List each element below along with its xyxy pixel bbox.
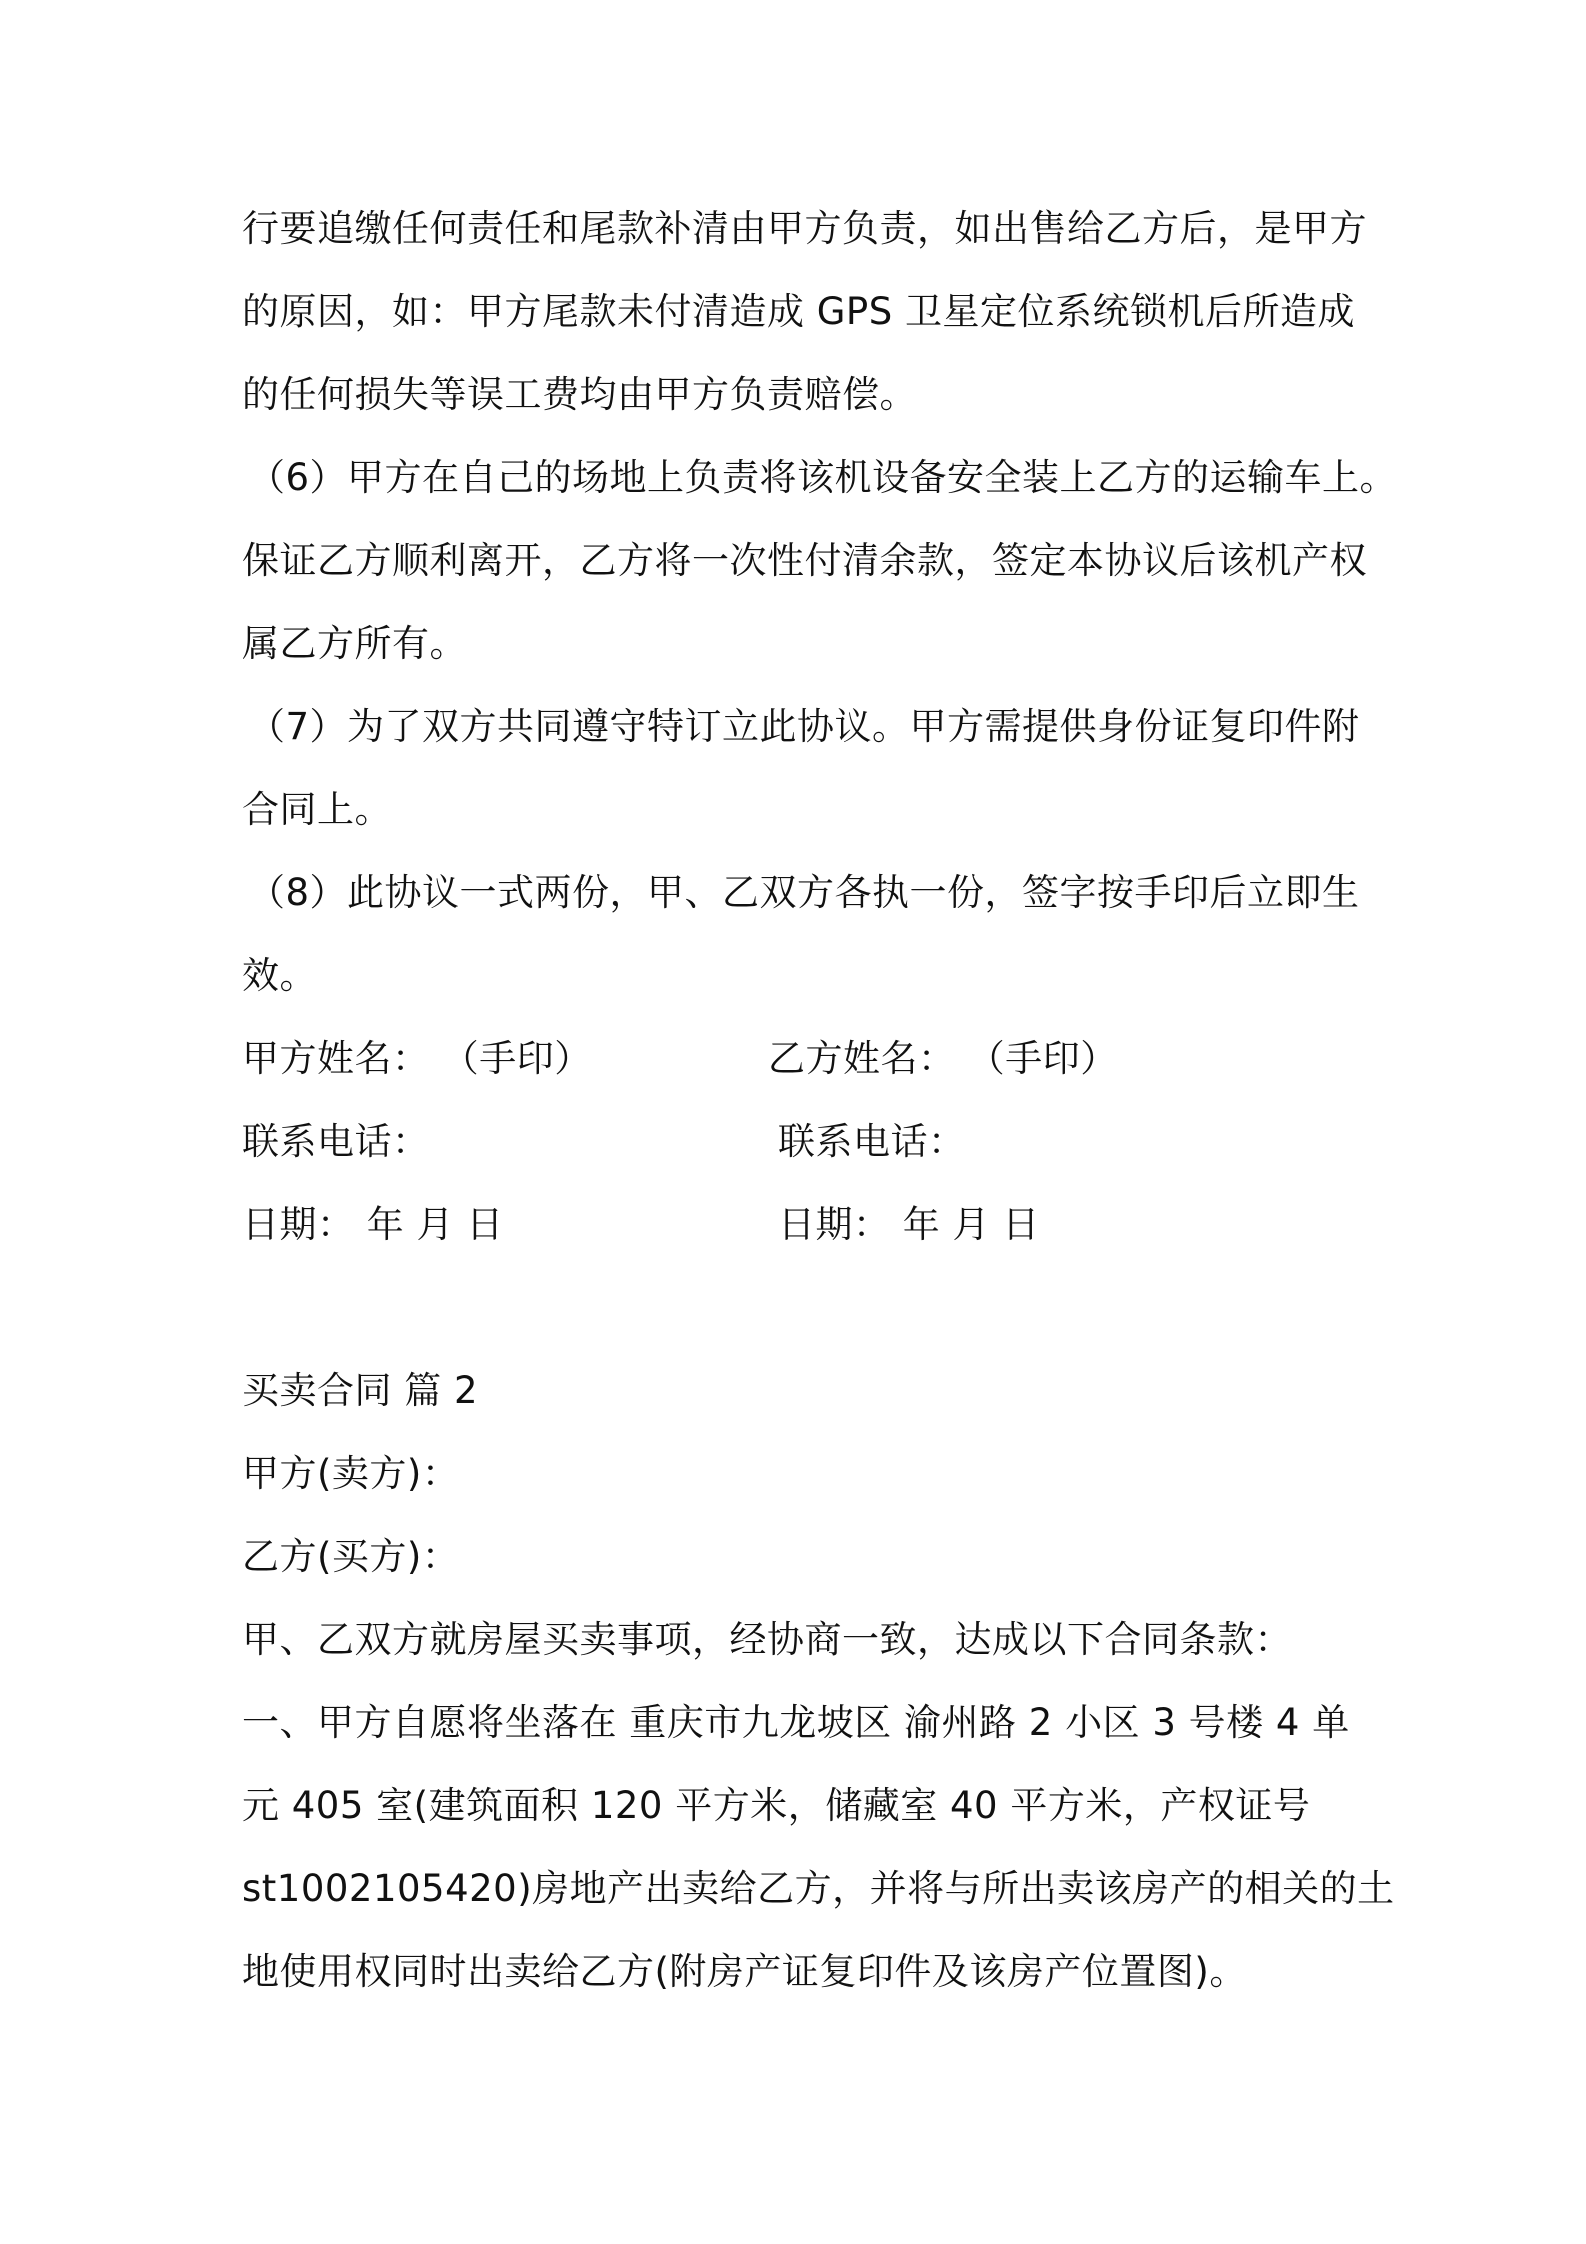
clause-1-line: 地使用权同时出卖给乙方(附房产证复印件及该房产位置图)。 (242, 1950, 1247, 1993)
party-b-date-field: 日期： 年 月 日 (778, 1203, 1040, 1246)
seller-field: 甲方(卖方)： (242, 1452, 460, 1495)
clause-1-line: st1002105420)房地产出卖给乙方，并将与所出卖该房产的相关的土 (242, 1867, 1395, 1910)
party-a-phone-field: 联系电话： (242, 1120, 430, 1163)
section-2-title: 买卖合同 篇 2 (242, 1369, 479, 1412)
paragraph-line: 效。 (242, 954, 317, 997)
paragraph-line: 的原因，如：甲方尾款未付清造成 GPS 卫星定位系统锁机后所造成 (242, 290, 1355, 333)
paragraph-line: 合同上。 (242, 788, 392, 831)
paragraph-line: 的任何损失等误工费均由甲方负责赔偿。 (242, 373, 917, 416)
contract-intro: 甲、乙双方就房屋买卖事项，经协商一致，达成以下合同条款： (242, 1618, 1292, 1661)
party-a-name-field: 甲方姓名： （手印） (242, 1037, 592, 1080)
clause-7-line: （7）为了双方共同遵守特订立此协议。甲方需提供身份证复印件附 (248, 705, 1360, 748)
paragraph-line: 保证乙方顺利离开，乙方将一次性付清余款，签定本协议后该机产权 (242, 539, 1367, 582)
clause-8-line: （8）此协议一式两份，甲、乙双方各执一份，签字按手印后立即生 (248, 871, 1360, 914)
party-b-name-field: 乙方姓名： （手印） (768, 1037, 1118, 1080)
clause-1-line: 元 405 室(建筑面积 120 平方米，储藏室 40 平方米，产权证号 (242, 1784, 1311, 1827)
paragraph-line: 属乙方所有。 (242, 622, 467, 665)
party-b-phone-field: 联系电话： (778, 1120, 966, 1163)
clause-1-line: 一、甲方自愿将坐落在 重庆市九龙坡区 渝州路 2 小区 3 号楼 4 单 (242, 1701, 1350, 1744)
party-a-date-field: 日期： 年 月 日 (242, 1203, 504, 1246)
buyer-field: 乙方(买方)： (242, 1535, 460, 1578)
clause-6-line: （6）甲方在自己的场地上负责将该机设备安全装上乙方的运输车上。 (248, 456, 1398, 499)
paragraph-line: 行要追缴任何责任和尾款补清由甲方负责，如出售给乙方后，是甲方 (242, 207, 1367, 250)
